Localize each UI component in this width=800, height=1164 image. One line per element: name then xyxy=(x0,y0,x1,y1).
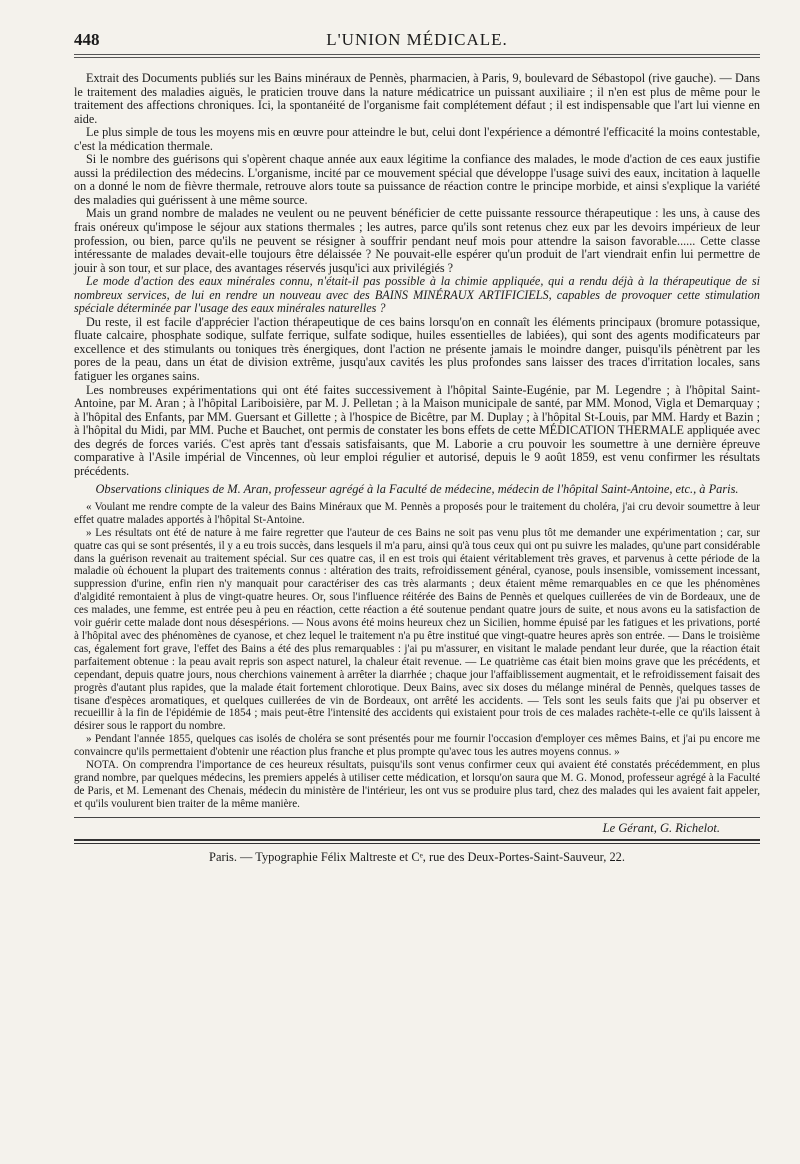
signature: Le Gérant, G. Richelot. xyxy=(602,820,720,835)
paragraph: Si le nombre des guérisons qui s'opèrent chaque année aux eaux légitime la confiance des malades, le mode d'action de ces eaux justifie aussi la prédilection des médecins. L'organisme, incité par ce mouvement spécial que développe l'usage suivi des eaux, incitation à laquelle on a donné le nom de fièvre thermale, retrouve alors toute sa puissance de réaction contre le principe morbide, et ainsi s'explique la variété des maladies qui guérissent à une même source. xyxy=(74,152,760,207)
signature-rule xyxy=(74,817,760,818)
nota-paragraph: NOTA. On comprendra l'importance de ces heureux résultats, puisqu'ils sont venus confirmer ceux qui avaient été constatés précédemment, en plus grand nombre, par quelques médecins, les premiers appelés à utiliser cette médication, et lorsqu'on saura que M. G. Monod, professeur agrégé à la Faculté de Paris, et M. Lemenant des Chenais, médecin du ministère de l'intérieur, les ont vus se produire plus tard, chez des malades qui les avaient fait appeler, et qu'ils voulurent bien traiter de la même manière. xyxy=(74,759,760,810)
article-body xyxy=(74,72,760,835)
paragraph: Mais un grand nombre de malades ne veulent ou ne peuvent bénéficier de cette puissante ressource thérapeutique : les uns, à cause des frais onéreux qu'impose le séjour aux stations thermales ; les autres, parce qu'ils sont retenus chez eux par les devoirs impérieux de leur profession, ou bien, parce qu'ils ne peuvent se résigner à souffrir pendant neuf mois pour attendre la saison favorable...... Cette classe intéressante de malades devait-elle toujours être délaissée ? Ne pouvait-elle espérer qu'un produit de l'art viendrait enfin lui permettre de jouir à son tour, et sur place, des avantages réservés jusqu'ici aux privilégiés ? xyxy=(74,206,760,275)
paragraph: Le mode d'action des eaux minérales connu, n'était-il pas possible à la chimie appliquée, qui a rendu déjà à la thérapeutique de si nombreux services, de lui en rendre un nouveau avec des BAINS MINÉRAUX ARTIFICIELS, capables de provoquer cette stimulation spéciale déterminée par l'usage des eaux minérales naturelles ? xyxy=(74,274,760,316)
paragraph: Le plus simple de tous les moyens mis en œuvre pour atteindre le but, celui dont l'expérience a démontré l'efficacité la moins contestable, c'est la médication thermale. xyxy=(74,125,760,153)
journal-title: L'UNION MÉDICALE. xyxy=(326,30,508,49)
quoted-observations xyxy=(74,501,760,811)
footer-rule xyxy=(74,839,760,841)
paragraph: Du reste, il est facile d'apprécier l'action thérapeutique de ces bains lorsqu'on en connaît les éléments principaux (bromure potassique, fluate calcaire, phosphate sodique, sulfate ferrique, sulfate sodique, huiles essentielles de labiées), qui sont des agents modificateurs par excellence et des stimulants ou toniques très énergiques, dont l'action ne présente jamais le moindre danger, puisqu'ils pénètrent par les pores de la peau, dans un état de division extrême, jusqu'aux cavités les plus profondes sans laisser des traces d'irritation locales, sans fatiguer les organes sains. xyxy=(74,314,760,384)
footer-rule-thin xyxy=(74,843,760,844)
header-rule xyxy=(74,57,760,58)
page-number: 448 xyxy=(74,30,100,49)
page-header xyxy=(74,26,760,55)
quote-paragraph: » Les résultats ont été de nature à me faire regretter que l'auteur de ces Bains ne soit pas venu plus tôt me demander une expérimentation ; car, sur quatre cas qui se sont présentés, il y a eu trois succès, dans lesquels il m'a paru, ainsi qu'à tous ceux qui ont pu suivre les malades, qu'une part considérable dans la guérison revenait au traitement spécial. Sur ces quatre cas, il en est trois qui étaient véritablement très graves, et parvenus à cette période de la maladie où échouent la plupart des traitements connus : altération des traits, refroidissement général, cyanose, pouls insensible, vomissement incessant, suppression d'urine, enfin rien n'y manquait pour caractériser des cas très alarmants ; deux étaient même remarquables en ce que les phénomènes d'algidité remontaient à plus de vingt-quatre heures. Or, sous l'influence réitérée des Bains de Pennès et quelques cuillerées de vin de Bordeaux, une de ces malades, une femme, est entrée peu à peu en réaction, cette réaction a été soutenue pendant quatre jours de suite, et nous avons eu la satisfaction de voir guérir cette malade dont nous désespérions. — Nous avons été moins heureux chez un Sicilien, homme épuisé par les fatigues et les privations, porté à l'hôpital avec des phénomènes de cyanose, et chez lequel le traitement n'a pu être institué que vingt-quatre heures après son entrée. — Dans le troisième cas, également fort grave, l'effet des Bains a été des plus remarquables : j'ai pu m'assurer, en visitant le malade pendant leur durée, que la réaction était parfaitement obtenue : la peau avait repris son aspect naturel, la chaleur était revenue. — Le quatrième cas était bien moins grave que les précédents, et cependant, depuis quatre jours, nous cherchions vainement à arrêter la diarrhée ; chaque jour l'affaiblissement augmentait, et le refroidissement faisait des progrès d'autant plus rapides, que la malade était fortement chlorotique. Deux Bains, avec six doses du mélange minéral de Pennès, quelques tasses de tisane d'espèces aromatiques, et quelques cuillerées de vin de Bordeaux, ont arrêté les accidents. — Tels sont les seuls faits que j'ai pu observer et recueillir à la fin de l'épidémie de 1854 ; mais peut-être l'intensité des accidents qui existaient pour trois de ces malades rachète-t-elle ce qu'ils laissent à désirer sous le rapport du nombre. xyxy=(74,526,760,733)
quote-paragraph: » Pendant l'année 1855, quelques cas isolés de choléra se sont présentés pour me fournir l'occasion d'employer ces mêmes Bains, et j'ai pu encore me convaincre qu'ils permettaient d'obtenir une réaction plus franche et plus prompte qu'avec tous les autres moyens connus. » xyxy=(74,733,760,759)
paragraph: Extrait des Documents publiés sur les Bains minéraux de Pennès, pharmacien, à Paris, 9, boulevard de Sébastopol (rive gauche). — Dans le traitement des maladies aiguës, le praticien trouve dans la nature médicatrice un puissant auxiliaire ; il n'en est plus de même pour le traitement des affections chroniques. Ici, la spontanéité de l'organisme fait complétement défaut ; il est indispensable que l'art lui vienne en aide. xyxy=(74,71,760,126)
paragraph: Les nombreuses expérimentations qui ont été faites successivement à l'hôpital Sainte-Eugénie, par M. Legendre ; à l'hôpital Saint-Antoine, par M. Aran ; à l'hôpital Lariboisière, par M. J. Pelletan ; à la Maison municipale de santé, par MM. Monod, Vigla et Demarquay ; à l'hôpital des Enfants, par MM. Guersant et Gillette ; à l'hospice de Bicêtre, par M. Duplay ; à l'hôpital St-Louis, par MM. Hardy et Bazin ; à l'hôpital du Midi, par MM. Puche et Bauchet, ont permis de constater les bons effets de cette MÉDICATION THERMALE appliquée avec des degrés de forces variés. C'est après tant d'essais satisfaisants, que M. Laborie a cru pouvoir les soumettre à une dernière épreuve comparative à l'Asile impérial de Vincennes, où leur emploi régulier et autorisé, depuis le 9 août 1859, est venu confirmer les résultats précédents. xyxy=(74,382,760,478)
printer-imprint: Paris. — Typographie Félix Maltreste et Cᵉ, rue des Deux-Portes-Saint-Sauveur, 22. xyxy=(209,850,625,865)
section-heading: Observations cliniques de M. Aran, professeur agrégé à la Faculté de médecine, médecin de l'hôpital Saint-Antoine, etc., à Paris. xyxy=(95,482,739,497)
quote-paragraph: « Voulant me rendre compte de la valeur des Bains Minéraux que M. Pennès a proposés pour le traitement du choléra, j'ai cru devoir soumettre à leur effet quatre malades apportés à l'hôpital St-Antoine. xyxy=(74,500,760,526)
